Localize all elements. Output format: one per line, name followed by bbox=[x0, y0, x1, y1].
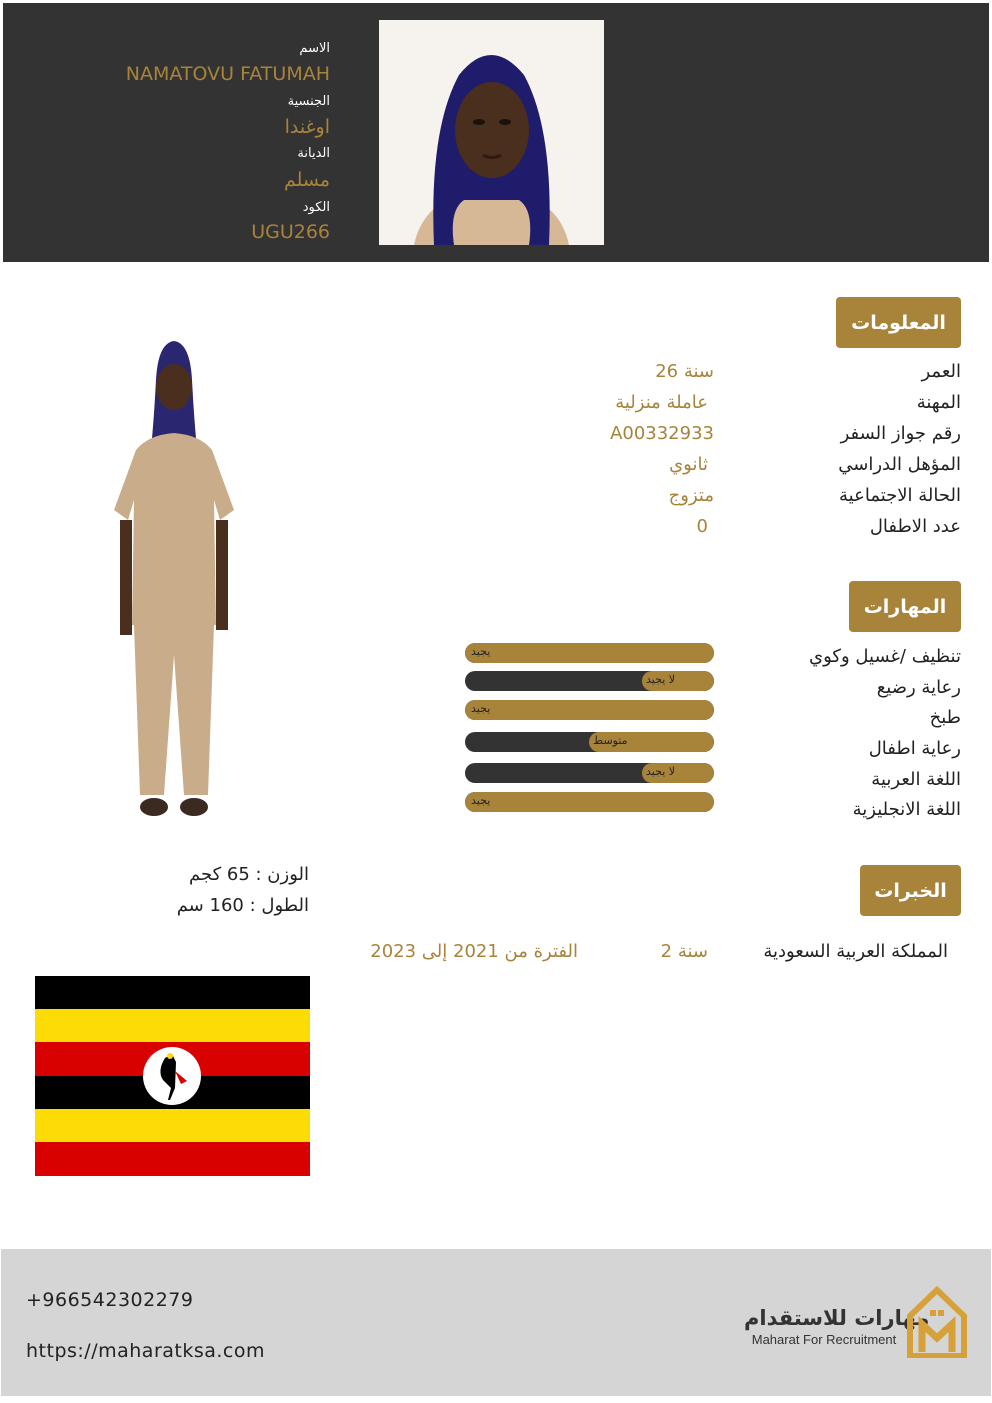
portrait-figure-icon bbox=[379, 20, 604, 245]
profession-value: عاملة منزلية bbox=[615, 392, 708, 413]
logo-arabic-name: مهارات للاستقدام bbox=[744, 1306, 930, 1330]
education-label: المؤهل الدراسي bbox=[838, 454, 961, 475]
skill-level-text: يجيد bbox=[471, 702, 491, 715]
logo-english-name: Maharat For Recruitment bbox=[751, 1332, 897, 1347]
full-body-photo bbox=[48, 325, 298, 830]
skill-label: اللغة العربية bbox=[871, 769, 961, 790]
marital-status-value: متزوج bbox=[668, 485, 714, 506]
company-logo-text bbox=[744, 1304, 930, 1347]
skill-level-text: يجيد bbox=[471, 645, 491, 658]
info-section-title: المعلومات bbox=[836, 297, 961, 348]
skill-bar-fill bbox=[465, 643, 714, 663]
maharat-logo-icon bbox=[906, 1286, 968, 1358]
skill-bar bbox=[465, 732, 714, 752]
skill-level-text: متوسط bbox=[593, 734, 628, 747]
education-value: ثانوي bbox=[669, 454, 708, 475]
skill-label: رعاية رضيع bbox=[876, 677, 961, 698]
age-value: 26 سنة bbox=[655, 361, 714, 382]
skills-section-title: المهارات bbox=[849, 581, 961, 632]
skill-label: اللغة الانجليزية bbox=[852, 799, 961, 820]
phone-number: +966542302279 bbox=[26, 1289, 194, 1311]
full-body-figure-icon bbox=[48, 325, 298, 830]
nationality-value: اوغندا bbox=[284, 116, 330, 138]
skill-bar bbox=[465, 763, 714, 783]
skill-bar bbox=[465, 671, 714, 691]
website-link[interactable]: https://maharatksa.com bbox=[26, 1340, 266, 1362]
skill-bar bbox=[465, 792, 714, 812]
skill-label: طبخ bbox=[929, 707, 961, 728]
experience-duration: 2 سنة bbox=[660, 941, 708, 962]
marital-status-label: الحالة الاجتماعية bbox=[839, 485, 961, 506]
nationality-label: الجنسية bbox=[287, 94, 330, 109]
skill-level-text: يجيد bbox=[471, 794, 491, 807]
skill-bar-fill bbox=[465, 792, 714, 812]
experience-country: المملكة العربية السعودية bbox=[763, 941, 948, 962]
experience-section-title: الخبرات bbox=[860, 865, 961, 916]
profession-label: المهنة bbox=[916, 392, 961, 413]
skill-bar bbox=[465, 643, 714, 663]
passport-value: A00332933 bbox=[610, 423, 714, 444]
weight-text: الوزن : 65 كجم bbox=[189, 864, 309, 885]
skill-level-text: لا يجيد bbox=[646, 673, 676, 686]
skill-label: رعاية اطفال bbox=[868, 738, 961, 759]
passport-label: رقم جواز السفر bbox=[840, 423, 961, 444]
age-label: العمر bbox=[921, 361, 961, 382]
code-label: الكود bbox=[302, 200, 330, 215]
height-text: الطول : 160 سم bbox=[176, 895, 309, 916]
skill-level-text: لا يجيد bbox=[646, 765, 676, 778]
skill-bar bbox=[465, 700, 714, 720]
portrait-photo bbox=[379, 20, 604, 245]
skill-label: تنظيف /غسيل وكوي bbox=[809, 646, 961, 667]
worker-name: NAMATOVU FATUMAH bbox=[125, 63, 330, 85]
children-label: عدد الاطفال bbox=[869, 516, 961, 537]
religion-value: مسلم bbox=[283, 169, 330, 191]
children-value: 0 bbox=[696, 516, 708, 537]
code-value: UGU266 bbox=[251, 221, 330, 243]
name-label: الاسم bbox=[299, 41, 330, 56]
religion-label: الديانة bbox=[297, 146, 330, 161]
experience-period: الفترة من 2021 إلى 2023 bbox=[370, 941, 578, 962]
skill-bar-fill bbox=[465, 700, 714, 720]
uganda-flag-icon bbox=[35, 976, 310, 1176]
